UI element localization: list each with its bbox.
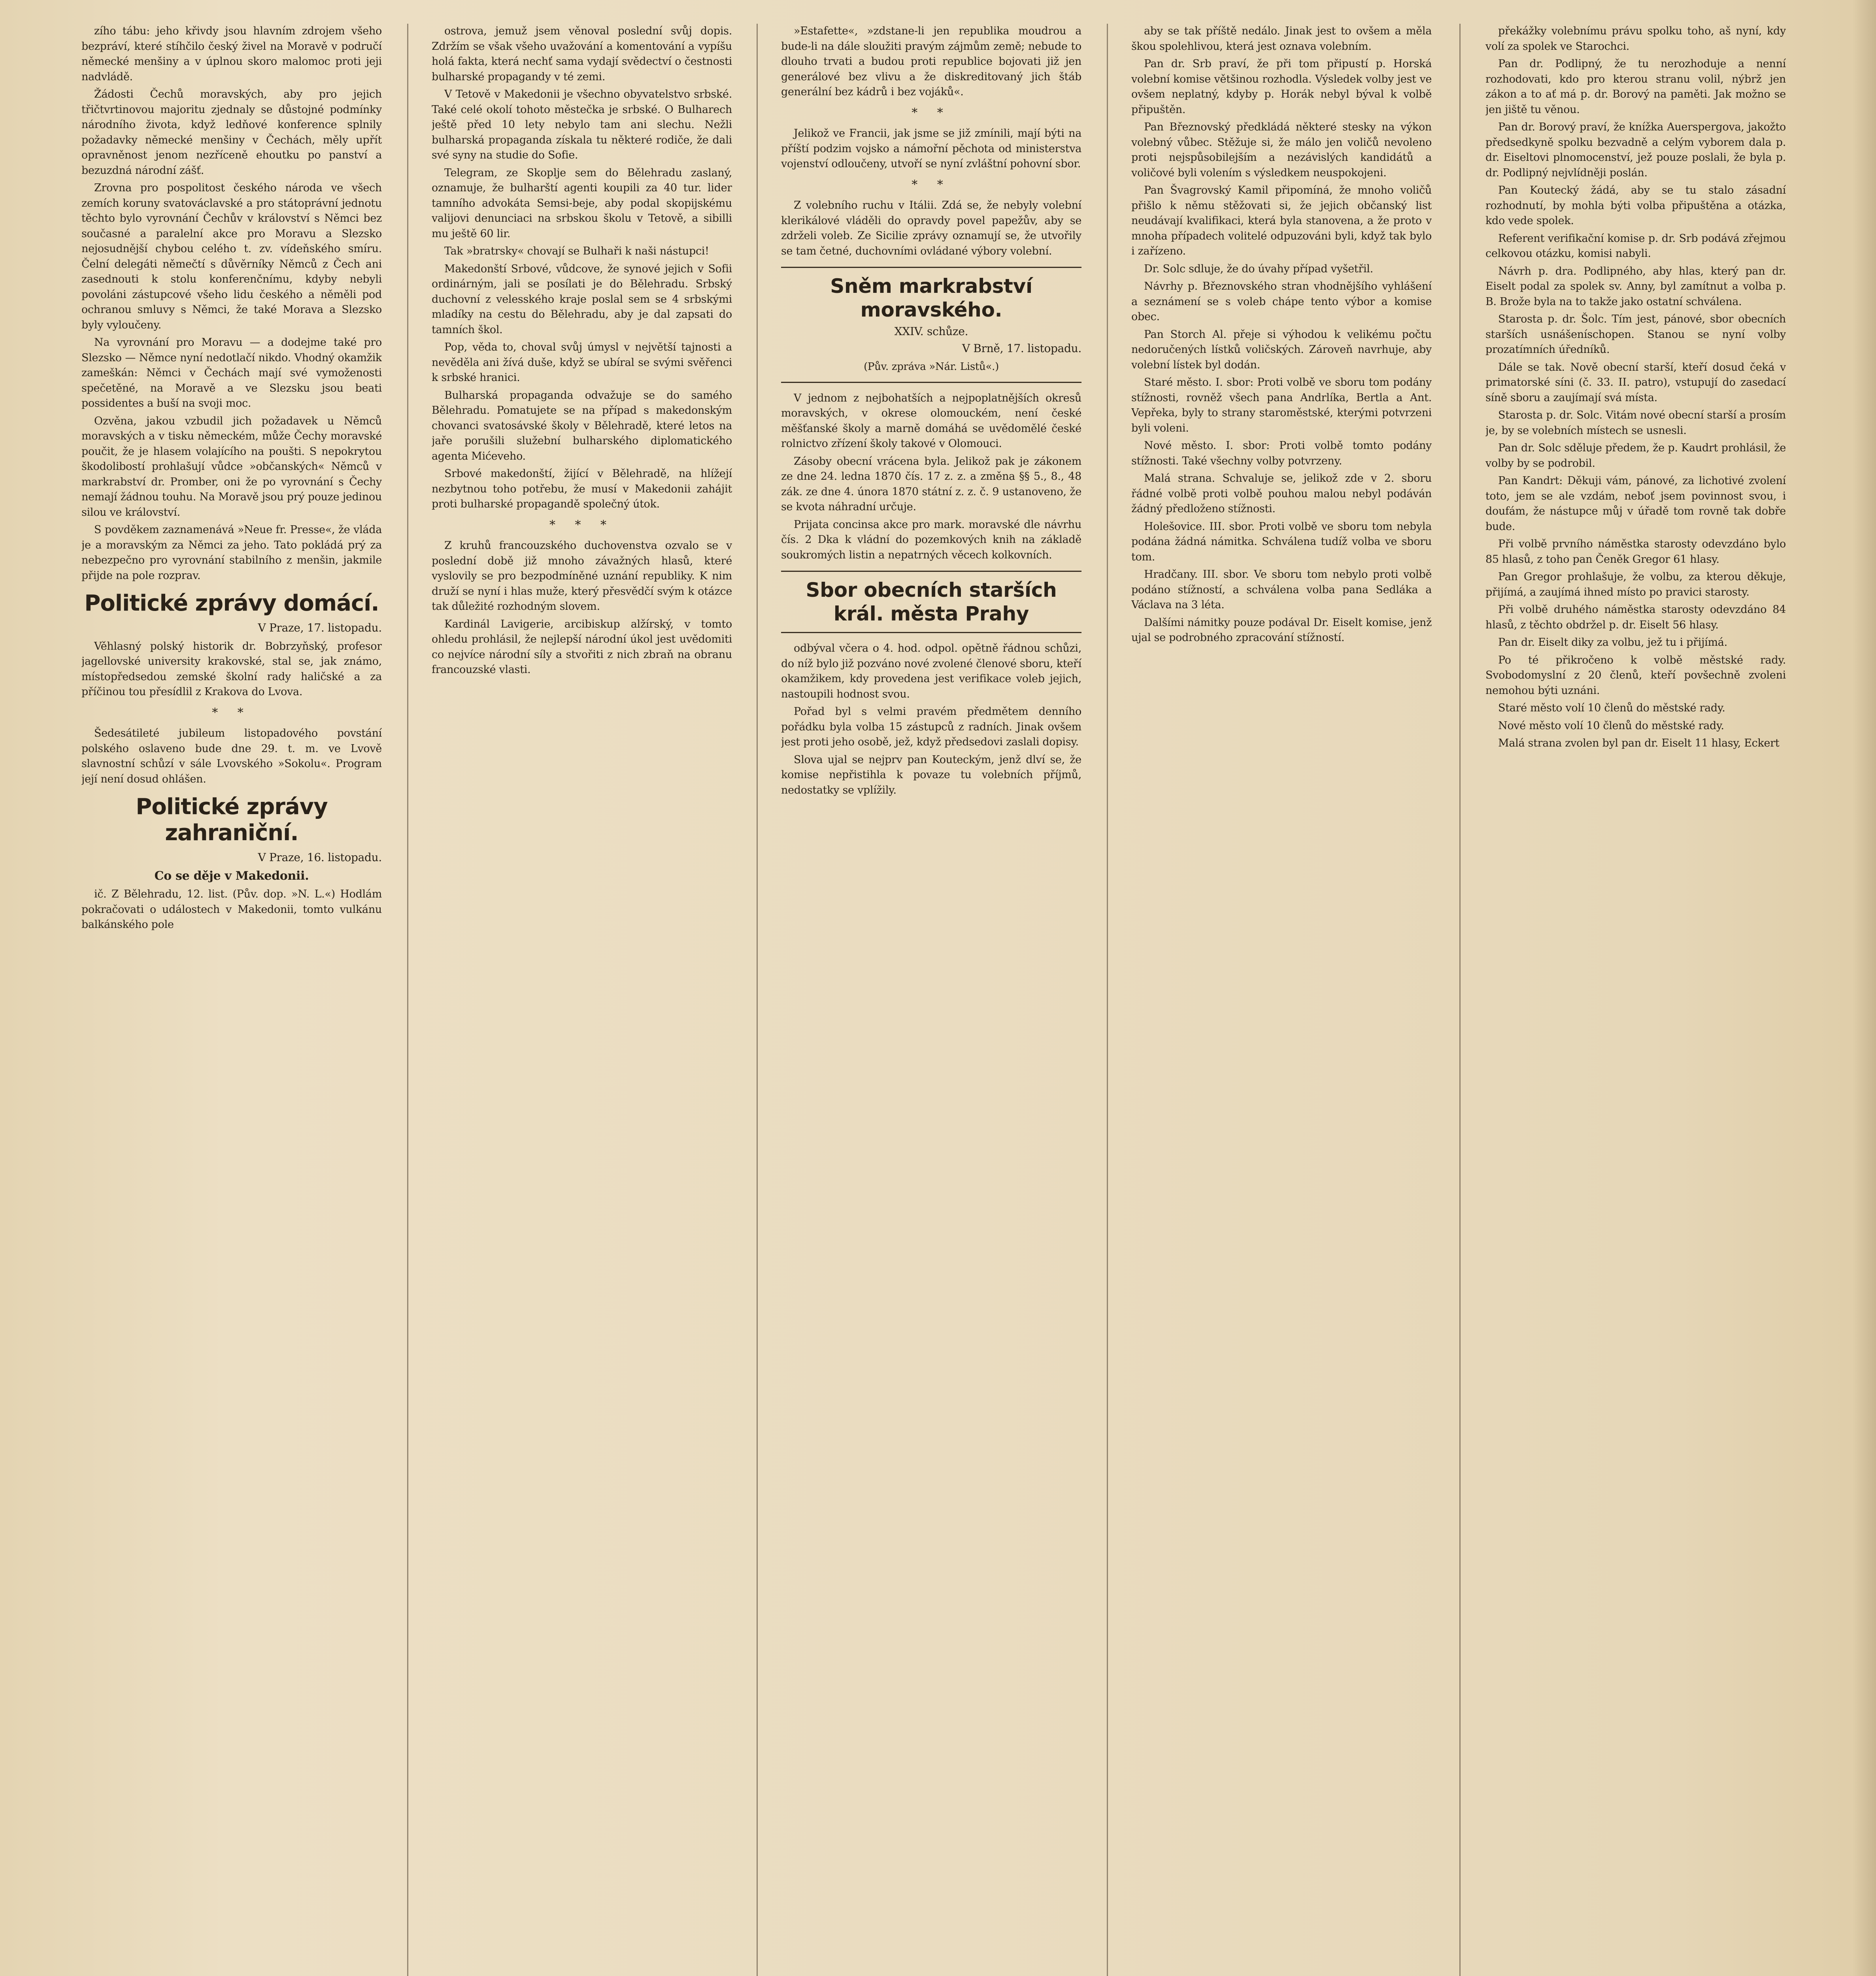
article-paragraph: Jelikož ve Francii, jak jsme se již zmínili, mají býti na příští podzim vojsko a námořní pěchota od ministerstva vojenství odloučeny, utvoří se nyní zvláštní pohovní sbor. — [781, 127, 1081, 170]
article-paragraph: Pan Kandrt: Děkuji vám, pánové, za lichotivé zvolení toto, jem se ale vzdám, neboť jsem povinnost svou, i doufám, že nástupce můj v úřadě tom rovně tak dobře bude. — [1485, 475, 1786, 533]
dateline: V Praze, 16. listopadu. — [258, 851, 382, 864]
column-rule — [757, 24, 758, 1976]
article-paragraph: ostrova, jemuž jsem věnoval poslední svůj dopis. Zdržím se však všeho uvažování a komentování a vypíšu holá fakta, která nechť sama vydají svědectví o čestnosti bulharské propagandy v té zemi. — [432, 25, 732, 83]
article-paragraph: Malá strana zvolen byl pan dr. Eiselt 11 hlasy, Eckert — [1498, 737, 1780, 749]
article-paragraph: Pan dr. Solc sděluje předem, že p. Kaudrt prohlásil, že volby by se podrobil. — [1485, 442, 1786, 469]
article-paragraph: aby se tak příště nedálo. Jinak jest to ovšem a měla škou spolehlivou, která jest oznava volebním. — [1131, 25, 1432, 53]
article-paragraph: Bulharská propaganda odvažuje se do samého Bělehradu. Pomatujete se na případ s makedonským chovanci svatosávské školy v Bělehradě, které letos na jaře porušili služební bulharského diplomatického agenta Mićeveho. — [432, 389, 732, 462]
column-2 — [432, 24, 732, 1976]
article-paragraph: »Estafette«, »zdstane-li jen republika moudrou a bude-li na dále sloužiti pravým zájmům země; nebude to dlouho trvati a budou proti republice bojovati již jen generálové bez vlivu a že diskreditovaný jich štáb generální bez kádrů i bez vojáků«. — [781, 25, 1081, 98]
article-paragraph: Dalšími námitky pouze podával Dr. Eiselt komise, jenž ujal se podrobného zpracování stížností. — [1131, 616, 1432, 644]
article-paragraph: Prijata concinsa akce pro mark. moravské dle návrhu čís. 2 Dka k vládní do pozemkových knih na základě soukromých listin a nepatrných věcech kolkovních. — [781, 518, 1081, 561]
article-paragraph: V jednom z nejbohatších a nejpoplatnějších okresů moravských, v okrese olomouckém, není české měšťanské školy a marně domáhá se uvědomělé české rolnictvo zřízení školy takové v Olomouci. — [781, 392, 1081, 450]
column-rule — [407, 24, 408, 1976]
article-paragraph: Při volbě druhého náměstka starosty odevzdáno 84 hlasů, z těchto obdržel p. dr. Eiselt 56 hlasy. — [1485, 603, 1786, 631]
article-paragraph: Žádosti Čechů moravských, aby pro jejich třičtvrtinovou majoritu zjednaly se důstojné podmínky národního života, když ledňové konference splnily požadavky německé menšiny v Čechách, měly upřít opravněnost jenom nezříceně ehoutku po panství a bezuzdná národní zášť. — [81, 88, 382, 177]
article-paragraph: Staré město. I. sbor: Proti volbě ve sboru tom podány stížnosti, rovněž všech pana Andrlíka, Bertla a Ant. Vepřeka, byly to strany staroměstské, kterými potvrzeni byli voleni. — [1131, 376, 1432, 434]
article-paragraph: S povděkem zaznamenává »Neue fr. Presse«, že vláda je a moravským za Němci za jeho. Tato pokládá prý za nebezpečno pro vyrovnání stabilního z menšin, jakmile přijde na pole rozprav. — [81, 524, 382, 582]
column-5 — [1485, 24, 1786, 1976]
column-3 — [781, 24, 1081, 1976]
separator-stars: * * — [912, 177, 951, 192]
separator-stars: * * * — [549, 518, 615, 532]
article-paragraph: Z volebního ruchu v Itálii. Zdá se, že nebyly volební klerikálové vláděli do opravdy povel papežův, aby se zdrželi voleb. Ze Sicilie zprávy oznamují se, že utvořily se tam četné, duchovními ovládané výbory volební. — [781, 199, 1081, 257]
article-paragraph: Pan Březnovský předkládá některé stesky na výkon volebný vůbec. Stěžuje si, že málo jen voličů nevoleno proti nejspůsobilejším a nezávislých kandidátů a voličové byli volením s výsledkem neuspokojeni. — [1131, 121, 1432, 179]
section-heading-domestic: Politické zprávy domácí. — [84, 590, 379, 616]
article-paragraph: Nové město volí 10 členů do městské rady. — [1498, 719, 1724, 732]
article-paragraph: V Tetově v Makedonii je všechno obyvatelstvo srbské. Také celé okolí tohoto městečka je srbské. O Bulharech ještě před 10 lety nebylo tam ani slechu. Nežli bulharská propaganda získala tu některé rodiče, že dali své syny na studie do Sofie. — [432, 88, 732, 161]
source-note: (Pův. zpráva »Nár. Listů«.) — [864, 361, 999, 373]
article-paragraph: Ozvěna, jakou vzbudil jich požadavek u Němců moravských a v tisku německém, může Čechy moravské poučit, že je hlasem volajícího na poušti. S nepokrytou škodolibostí prohlašují vůdce »občanských« Němců v markrabství dr. Promber, oni že po vyrovnání s Čechy nemají žádnou touhu. Na Moravě jsou prý pouze jedinou silou ve království. — [81, 415, 382, 519]
column-1 — [81, 24, 382, 1976]
article-paragraph: odbýval včera o 4. hod. odpol. opětně řádnou schůzi, do níž bylo již pozváno nové zvolené členové sboru, kteří okamžikem, kdy provedena jest verifikace voleb jejich, nastoupili hodnost svou. — [781, 642, 1081, 700]
article-paragraph: Pan dr. Podlipný, že tu nerozhoduje a nenní rozhodovati, kdo pro kterou stranu volil, nýbrž jen zákon a to ať má p. dr. Borový na paměti. Jak možno se jen jiště tu věnou. — [1485, 58, 1786, 116]
article-paragraph: Pan Koutecký žádá, aby se tu stalo zásadní rozhodnutí, by mohla býti volba připuštěna a otázka, kdo vede spolek. — [1485, 184, 1786, 227]
article-paragraph: Slova ujal se nejprv pan Kouteckým, jenž dlví se, že komise nepřistihla k povaze tu volebních příjmů, nedostatky se vplížily. — [781, 753, 1081, 796]
article-paragraph: Po té přikročeno k volbě městské rady. Svobodomyslní z 20 členů, kteří povšechně zvoleni nemohou býti uznáni. — [1485, 654, 1786, 697]
article-paragraph: Dále se tak. Nově obecní starší, kteří dosud čeká v primatorské síni (č. 33. II. patro), vstupují do zasedací síně sboru a zaujímají svá místa. — [1485, 361, 1786, 404]
separator-stars: * * — [912, 106, 951, 120]
dateline: V Praze, 17. listopadu. — [258, 621, 382, 634]
article-paragraph: Návrhy p. Březnovského stran vhodnějšího vyhlášení a seznámení se s voleb chápe tento výbor a komise obec. — [1131, 280, 1432, 323]
column-4 — [1131, 24, 1432, 1976]
article-paragraph: Na vyrovnání pro Moravu — a dodejme také pro Slezsko — Němce nyní nedotlačí nikdo. Vhodný okamžik zameškán: Němci v Čechách mají své vymoženosti spečetěné, na Moravě a ve Slezsku jsou beati possidentes a buší na svoji moc. — [81, 336, 382, 409]
article-paragraph: Dr. Solc sdluje, že do úvahy případ vyšetřil. — [1144, 262, 1373, 275]
article-paragraph: Srbové makedonští, žijící v Bělehradě, na hlížejí nezbytnou toho potřebu, že musí v Makedonii zahájit proti bulharské propagandě společný útok. — [432, 468, 732, 510]
article-paragraph: Pan dr. Srb praví, že při tom připustí p. Horská volební komise většinou rozhodla. Výsledek volby jest ve ovšem neplatný, kdyby p. Horák nebyl býval k volbě připuštěn. — [1131, 58, 1432, 116]
article-paragraph: Referent verifikační komise p. dr. Srb podává zřejmou celkovou otázku, komisi nabyli. — [1485, 232, 1786, 260]
article-paragraph: Telegram, ze Skoplje sem do Bělehradu zaslaný, oznamuje, že bulharští agenti koupili za 40 tur. lider tamního advokáta Semsi-beje, aby podal skopijskému valijovi denunciaci na srbskou školu v Tetově, a sibilli mu ještě 60 lir. — [432, 166, 732, 240]
article-paragraph: Tak »bratrsky« chovají se Bulhaři k naši nástupci! — [444, 245, 709, 257]
article-paragraph: překážky volebnímu právu spolku toho, aš nyní, kdy volí za spolek ve Starochci. — [1485, 25, 1786, 53]
article-paragraph: Při volbě prvního náměstka starosty odevzdáno bylo 85 hlasů, z toho pan Čeněk Gregor 61 hlasy. — [1485, 538, 1786, 566]
article-paragraph: Nové město. I. sbor: Proti volbě tomto podány stížnosti. Také všechny volby potvrzeny. — [1131, 439, 1432, 467]
article-paragraph: Kardinál Lavigerie, arcibiskup alžírský, v tomto ohledu prohlásil, že nejlepší národní úkol jest uvědomiti co nejvíce národní síly a stvořiti z nich zbraň na obranu francouzské vlasti. — [432, 618, 732, 676]
page-edge-shadow — [1852, 0, 1876, 1976]
article-paragraph: Pan Storch Al. přeje si výhodou k velikému počtu nedoručených lístků voličských. Zároveň navrhuje, aby volební lístek byl dodán. — [1131, 328, 1432, 371]
article-paragraph: Holešovice. III. sbor. Proti volbě ve sboru tom nebyla podána žádná námitka. Schválena tudíž volba ve sboru tom. — [1131, 520, 1432, 563]
article-paragraph: Staré město volí 10 členů do městské rady. — [1498, 702, 1725, 714]
article-title-diet: Sněm markrabství moravského. — [830, 275, 1032, 321]
article-paragraph: Malá strana. Schvaluje se, jelikož zde v 2. sboru řádné volbě proti volbě pouhou malou nebyl podáván žádný předloženo stížnosti. — [1131, 472, 1432, 515]
article-paragraph: Zrovna pro pospolitost českého národa ve všech zemích koruny svatováclavské a pro státoprávní jednotu těchto bylo vyrovnání Čechův v království s Němci bez současné a paralelní akce pro Moravu a Slezsko nejosudnější chybou celého t. zv. vídeňského smíru. Čelní delegáti němečtí s důvěrníky Němců z Čech ani zasednouti k stolu konferenčnímu, kdyby nebyli povoláni zástupcové všeho lidu českého a něměli pod ochranou smluvy s Němci, že také Morava a Slezsko byly vyloučeny. — [81, 182, 382, 331]
article-title-council: Sbor obecních starších král. města Prahy — [806, 579, 1057, 625]
article-paragraph: zího tábu: jeho křivdy jsou hlavním zdrojem všeho bezpráví, které stíhčilo český živel na Moravě v područí německé menšiny a v úplnou skoro malomoc proti jeji nadvládě. — [81, 25, 382, 83]
separator-stars: * * — [212, 705, 251, 720]
article-paragraph: Zásoby obecní vrácena byla. Jelikož pak je zákonem ze dne 24. ledna 1870 čís. 17 z. z. a změna §§ 5., 8., 48 zák. ze dne 4. února 1870 státní z. z. č. 9 ustanoveno, že se kvota náhradní určuje. — [781, 455, 1081, 513]
column-rule — [1459, 24, 1461, 1976]
article-paragraph: Šedesátileté jubileum listopadového povstání polského oslaveno bude dne 29. t. m. ve Lvově slavnostní schůzí v sále Lvovského »Sokolu«. Program její není dosud ohlášen. — [81, 727, 382, 785]
article-paragraph: Věhlasný polský historik dr. Bobrzyňský, profesor jagellovské university krakovské, stal se, jak známo, místopředsedou zemské školní rady haličské a za příčinou tou přesídlil z Krakova do Lvova. — [81, 640, 382, 698]
article-paragraph: Pořad byl s velmi pravém předmětem denního pořádku byla volba 15 zástupců z radních. Jinak ovšem jest proti jeho osobě, jež, když předsedovi zaslali dopisy. — [781, 705, 1081, 748]
article-paragraph: Makedonští Srbové, vůdcove, že synové jejich v Sofii ordinárným, jali se posílati je do Bělehradu. Srbský duchovní z velesského kraje poslal sem se 4 srbskými mladíky na cestu do Bělehradu, aby je dal zapsati do tamních škol. — [432, 262, 732, 336]
article-paragraph: Hradčany. III. sbor. Ve sboru tom nebylo proti volbě podáno stížností, a schválena volba pana Sedláka a Václava na 3 léta. — [1131, 568, 1432, 611]
diet-header — [781, 267, 1081, 383]
article-paragraph: Pan Gregor prohlašuje, že volbu, za kterou děkuje, přijímá, a zaujímá ihned místo po pravici starosty. — [1485, 571, 1786, 598]
article-paragraph: Pan dr. Borový praví, že knížka Auerspergova, jakožto předsedkyně spolku bezvadně a celým vyborem dala p. dr. Eiseltovi plnomocenství, jež pouze poslali, že byla p. dr. Podlipný nejvlídněji poslán. — [1485, 121, 1786, 179]
dateline: V Brně, 17. listopadu. — [962, 341, 1081, 355]
column-rule — [1107, 24, 1108, 1976]
article-paragraph: Starosta p. dr. Šolc. Tím jest, pánové, sbor obecních starších usnášeníschopen. Stanou se nyní volby prozatímních úředníků. — [1485, 313, 1786, 356]
article-paragraph: Pan dr. Eiselt diky za volbu, jež tu i přijímá. — [1498, 636, 1727, 649]
article-paragraph: Pan Švagrovský Kamil připomíná, že mnoho voličů přišlo k němu stěžovati si, že jejich občanský list neudávají kvalifikaci, která byla stanovena, a že proto v mnoha případech volitelé odpuzováni byli, když tak bylo i zařízeno. — [1131, 184, 1432, 257]
council-header — [781, 571, 1081, 633]
section-heading-foreign: Politické zprávy zahraniční. — [136, 794, 328, 846]
article-title-macedonia: Co se děje v Makedonii. — [154, 869, 309, 883]
article-paragraph: Starosta p. dr. Solc. Vitám nové obecní starší a prosím je, by se volebních místech se usnesli. — [1485, 409, 1786, 437]
article-paragraph: Návrh p. dra. Podlipného, aby hlas, který pan dr. Eiselt podal za spolek sv. Anny, byl zamítnut a volba p. B. Brože byla na to takže jako ostatní schválena. — [1485, 265, 1786, 308]
session-number: XXIV. schůze. — [894, 325, 968, 338]
article-paragraph: Z kruhů francouzského duchovenstva ozvalo se v poslední době již mnoho závažných hlasů, které vyslovily se pro bezpodmíněné uznání republiky. K nim druží se nyní i hlas muže, který přesvědčí svým k otázce tak důležité rozhodným slovem. — [432, 539, 732, 613]
article-paragraph: Pop, věda to, choval svůj úmysl v největší tajnosti a nevěděla ani žívá duše, když se ubíral se svými svěřenci k srbské hranici. — [432, 341, 732, 384]
article-paragraph: ič. Z Bělehradu, 12. list. (Pův. dop. »N. L.«) Hodlám pokračovati o událostech v Makedonii, tomto vulkánu balkánského pole — [81, 888, 382, 931]
